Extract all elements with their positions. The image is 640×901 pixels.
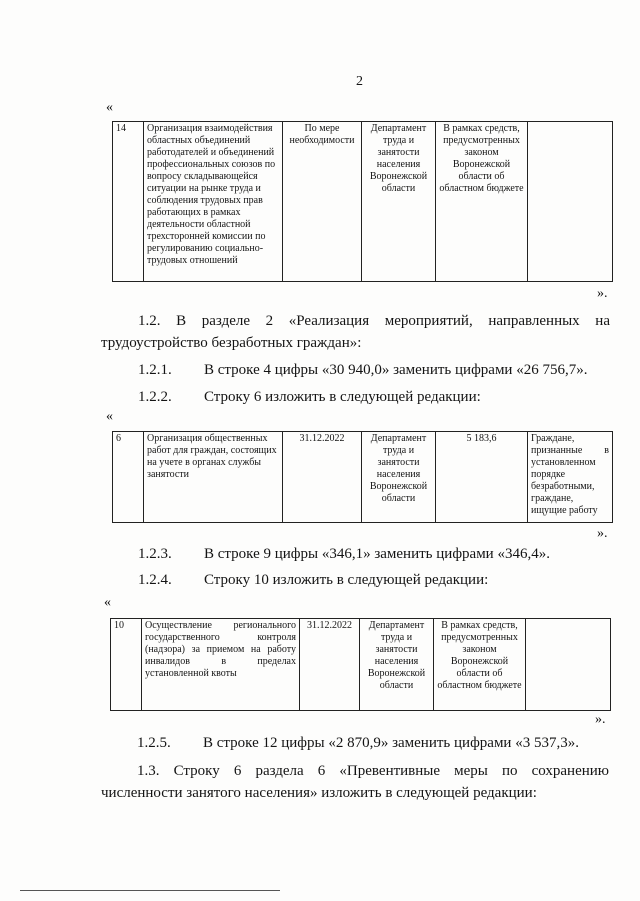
opening-quote: « bbox=[106, 100, 113, 115]
period: 31.12.2022 bbox=[283, 432, 362, 523]
opening-quote: « bbox=[104, 595, 111, 610]
table-row-10 bbox=[110, 618, 611, 711]
period: По мере необходимости bbox=[283, 122, 362, 282]
paragraph-1-3-line1: 1.3. Строку 6 раздела 6 «Превентивные меры по сохранению bbox=[137, 763, 609, 779]
activity-name: Организация общественных работ для граждан, состоящих на учете в органах службы занятости bbox=[144, 432, 283, 523]
paragraph-1-2-1: В строке 4 цифры «30 940,0» заменить цифрами «26 756,7». bbox=[204, 362, 588, 378]
paragraph-1-2-3: В строке 9 цифры «346,1» заменить цифрами «346,4». bbox=[204, 546, 550, 562]
table-row-14 bbox=[112, 121, 613, 282]
paragraph-1-2-line1: 1.2. В разделе 2 «Реализация мероприятий, направленных на bbox=[138, 313, 610, 329]
closing-quote: ». bbox=[595, 712, 606, 727]
page-number: 2 bbox=[356, 74, 363, 89]
paragraph-1-2-5: В строке 12 цифры «2 870,9» заменить цифрами «3 537,3». bbox=[203, 735, 579, 751]
paragraph-1-2-line2: трудоустройство безработных граждан»: bbox=[101, 335, 362, 351]
note: Граждане, признанные в установленном порядке безработными, граждане, ищущие работу bbox=[528, 432, 613, 523]
paragraph-1-3-line2: численности занятого населения» изложить в следующей редакции: bbox=[101, 785, 537, 801]
paragraph-number-1-2-4: 1.2.4. bbox=[138, 572, 172, 588]
activity-name: Организация взаимодействия областных объединений работодателей и объединений профессиональных союзов по вопросу складывающейся ситуации на рынке труда и соблюдения трудовых прав работающих в рамках деятельности областной трехсторонней комиссии по регулированию социально-трудовых отношений bbox=[144, 122, 283, 282]
closing-quote: ». bbox=[597, 526, 608, 541]
period: 31.12.2022 bbox=[300, 619, 360, 711]
row-number: 10 bbox=[111, 619, 142, 711]
executor: Департамент труда и занятости населения Воронежской области bbox=[362, 432, 436, 523]
funding: В рамках средств, предусмотренных законом Воронежской области об областном бюджете bbox=[434, 619, 526, 711]
opening-quote: « bbox=[106, 409, 113, 424]
closing-quote: ». bbox=[597, 286, 608, 301]
paragraph-number-1-2-3: 1.2.3. bbox=[138, 546, 172, 562]
row-number: 14 bbox=[113, 122, 144, 282]
paragraph-number-1-2-5: 1.2.5. bbox=[137, 735, 171, 751]
paragraph-number-1-2-1: 1.2.1. bbox=[138, 362, 172, 378]
funding: 5 183,6 bbox=[436, 432, 528, 523]
scan-edge-line bbox=[20, 890, 280, 891]
activity-name: Осуществление регионального государственного контроля (надзора) за приемом на работу инвалидов в пределах установленной квоты bbox=[142, 619, 300, 711]
executor: Департамент труда и занятости населения Воронежской области bbox=[360, 619, 434, 711]
paragraph-number-1-2-2: 1.2.2. bbox=[138, 389, 172, 405]
row-number: 6 bbox=[113, 432, 144, 523]
table-row-6 bbox=[112, 431, 613, 523]
funding: В рамках средств, предусмотренных законом Воронежской области об областном бюджете bbox=[436, 122, 528, 282]
note bbox=[528, 122, 613, 282]
executor: Департамент труда и занятости населения Воронежской области bbox=[362, 122, 436, 282]
paragraph-1-2-2: Строку 6 изложить в следующей редакции: bbox=[204, 389, 481, 405]
paragraph-1-2-4: Строку 10 изложить в следующей редакции: bbox=[204, 572, 489, 588]
note bbox=[526, 619, 611, 711]
